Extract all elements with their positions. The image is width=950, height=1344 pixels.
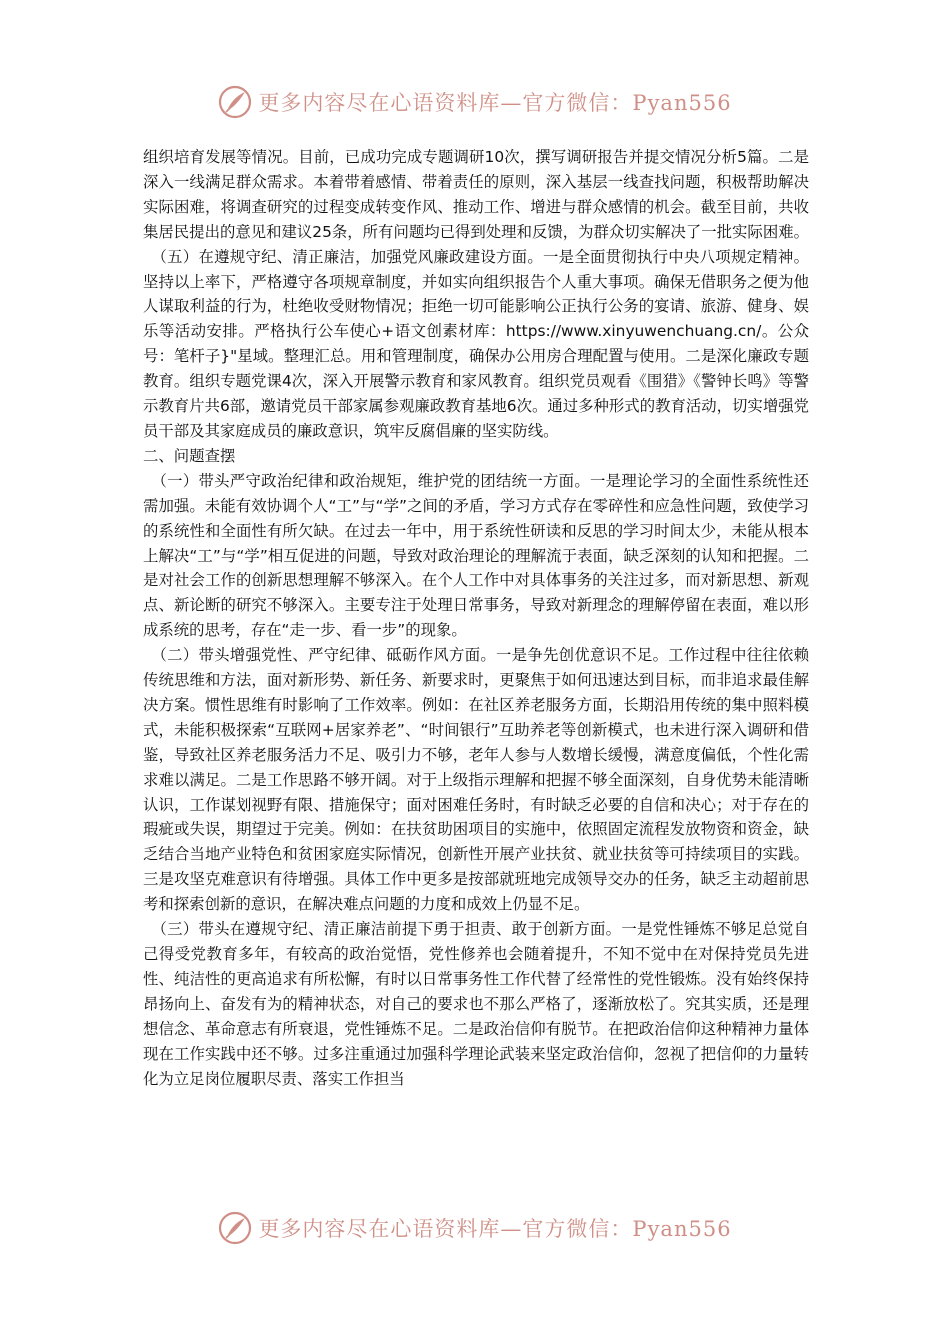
feather-pen-logo-icon [218, 85, 252, 119]
feather-pen-logo-icon [218, 1211, 252, 1245]
paragraph-5: （三）带头在遵规守纪、清正廉洁前提下勇于担责、敢于创新方面。一是党性锤炼不够足总觉自己得受党教育多年，有较高的政治觉悟，党性修养也会随着提升，不知不觉中在对保持党员先进性、纯洁性的更高追求有所松懈，有时以日常事务性工作代替了经常性的党性锻炼。没有始终保持昂扬向上、奋发有为的精神状态，对自己的要求也不那么严格了，逐渐放松了。究其实质，还是理想信念、革命意志有所衰退，党性锤炼不足。二是政治信仰有脱节。在把政治信仰这种精神力量体现在工作实践中还不够。过多注重通过加强科学理论武装来坚定政治信仰，忽视了把信仰的力量转化为立足岗位履职尽责、落实工作担当 [143, 920, 809, 1088]
document-body [143, 145, 809, 1091]
footer-banner-text: 更多内容尽在心语资料库—官方微信：Pyan556 [258, 1217, 732, 1241]
paragraph-2: （五）在遵规守纪、清正廉洁，加强党风廉政建设方面。一是全面贯彻执行中央八项规定精神。坚持以上率下，严格遵守各项规章制度，并如实向组织报告个人重大事项。确保无借职务之便为他人谋取利益的行为，杜绝收受财物情况；拒绝一切可能影响公正执行公务的宴请、旅游、健身、娱乐等活动安排。严格执行公车使心+语文创素材库：https://www.xinyuwenchuang.cn/。公众号：笔杆子}"星域。整理汇总。用和管理制度，确保办公用房合理配置与使用。二是深化廉政专题教育。组织专题党课4次，深入开展警示教育和家风教育。组织党员观看《围猎》《警钟长鸣》等警示教育片共6部，邀请党员干部家属参观廉政教育基地6次。通过多种形式的教育活动，切实增强党员干部及其家庭成员的廉政意识，筑牢反腐倡廉的坚实防线。 [143, 247, 809, 440]
header-banner [0, 82, 950, 122]
paragraph-1: 组织培育发展等情况。目前，已成功完成专题调研10次，撰写调研报告并提交情况分析5篇。二是深入一线满足群众需求。本着带着感情、带着责任的原则，深入基层一线查找问题，积极帮助解决实际困难，将调查研究的过程变成转变作风、推动工作、增进与群众感情的机会。截至目前，共收集居民提出的意见和建议25条，所有问题均已得到处理和反馈，为群众切实解决了一批实际困难。 [143, 148, 809, 241]
paragraph-4: （二）带头增强党性、严守纪律、砥砺作风方面。一是争先创优意识不足。工作过程中往往依赖传统思维和方法，面对新形势、新任务、新要求时，更聚焦于如何迅速达到目标，而非追求最佳解决方案。惯性思维有时影响了工作效率。例如：在社区养老服务方面，长期沿用传统的集中照料模式，未能积极探索“互联网+居家养老”、“时间银行”互助养老等创新模式，也未进行深入调研和借鉴，导致社区养老服务活力不足、吸引力不够，老年人参与人数增长缓慢，满意度偏低，个性化需求难以满足。二是工作思路不够开阔。对于上级指示理解和把握不够全面深刻，自身优势未能清晰认识，工作谋划视野有限、措施保守；面对困难任务时，有时缺乏必要的自信和决心；对于存在的瑕疵或失误，期望过于完美。例如：在扶贫助困项目的实施中，依照固定流程发放物资和资金，缺乏结合当地产业特色和贫困家庭实际情况，创新性开展产业扶贫、就业扶贫等可持续项目的实践。三是攻坚克难意识有待增强。具体工作中更多是按部就班地完成领导交办的任务，缺乏主动超前思考和探索创新的意识，在解决难点问题的力度和成效上仍显不足。 [143, 646, 809, 914]
paragraph-3: （一）带头严守政治纪律和政治规矩，维护党的团结统一方面。一是理论学习的全面性系统性还需加强。未能有效协调个人“工”与“学”之间的矛盾，学习方式存在零碎性和应急性问题，致使学习的系统性和全面性有所欠缺。在过去一年中，用于系统性研读和反思的学习时间太少，未能从根本上解决“工”与“学”相互促进的问题，导致对政治理论的理解流于表面，缺乏深刻的认知和把握。二是对社会工作的创新思想理解不够深入。在个人工作中对具体事务的关注过多，而对新思想、新观点、新论断的研究不够深入。主要专注于处理日常事务，导致对新理念的理解停留在表面，难以形成系统的思考，存在“走一步、看一步”的现象。 [143, 471, 809, 640]
footer-banner [0, 1208, 950, 1248]
section-heading: 二、问题查摆 [143, 446, 236, 465]
header-banner-text: 更多内容尽在心语资料库—官方微信：Pyan556 [258, 91, 732, 115]
